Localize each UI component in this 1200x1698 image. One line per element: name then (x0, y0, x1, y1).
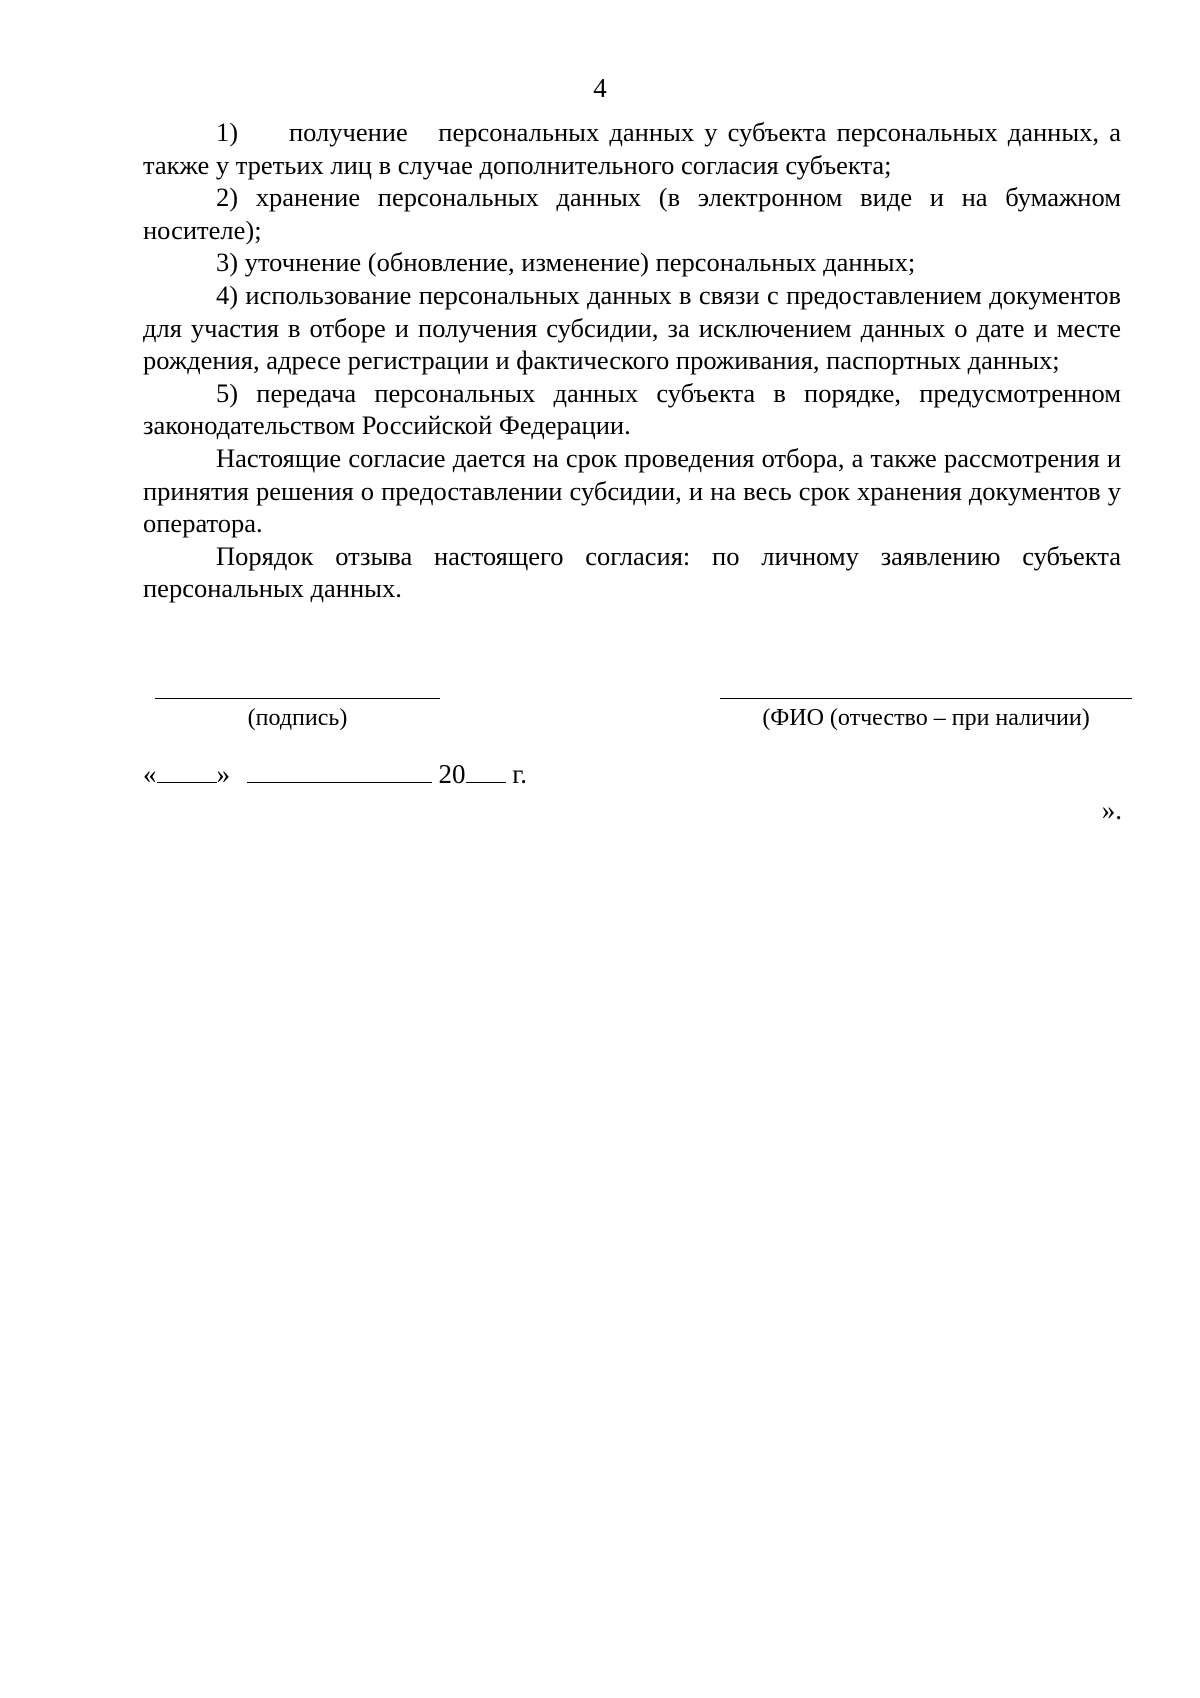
date-day-blank (157, 758, 217, 783)
page-number: 4 (593, 73, 607, 103)
signature-line (155, 698, 440, 699)
paragraph-item-4: 4) использование персональных данных в связи с предоставлением документов для участия в отборе и получения субсидии, за исключением данных о дате и месте рождения, адресе регистрации и фактического проживания, паспортных данных; (143, 279, 1121, 376)
paragraph-item-2: 2) хранение персональных данных (в электронном виде и на бумажном носителе); (143, 182, 1121, 245)
date-year-blank (466, 758, 506, 783)
date-close-quote: » (216, 759, 230, 789)
paragraph-revocation: Порядок отзыва настоящего согласия: по личному заявлению субъекта персональных данных. (143, 540, 1121, 604)
full-name-line (720, 698, 1132, 699)
signature-caption: (подпись) (247, 705, 348, 731)
date-field (143, 758, 527, 790)
date-month-blank (247, 758, 432, 783)
paragraph-consent-term: Настоящие согласие дается на срок проведения отбора, а также рассмотрения и принятия решения о предоставлении субсидии, и на весь срок хранения документов у оператора. (143, 442, 1121, 539)
date-year-prefix: 20 (438, 759, 466, 789)
paragraph-item-1: 1) получение персональных данных у субъекта персональных данных, а также у третьих лиц в случае дополнительного согласия субъекта; (143, 117, 1121, 180)
date-year-suffix: г. (512, 759, 528, 789)
paragraph-item-5: 5) передача персональных данных субъекта в порядке, предусмотренном законодательством Российской Федерации. (143, 377, 1121, 441)
date-open-quote: « (143, 759, 157, 789)
closing-quote: ». (1101, 795, 1122, 825)
paragraph-item-3: 3) уточнение (обновление, изменение) персональных данных; (216, 247, 916, 278)
full-name-caption: (ФИО (отчество – при наличии) (762, 705, 1090, 731)
consent-body (143, 116, 1121, 605)
